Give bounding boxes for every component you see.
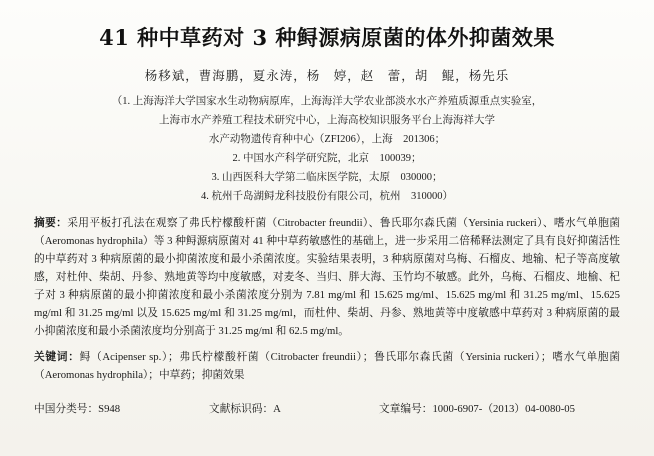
clc-value: S948 bbox=[98, 402, 121, 415]
author-list bbox=[34, 66, 620, 84]
affiliation-line: 3. 山西医科大学第二临床医学院，太原 030000； bbox=[211, 172, 443, 183]
keywords-label: 关键词： bbox=[34, 350, 80, 363]
clc-label: 中国分类号： bbox=[34, 402, 99, 415]
footer-meta bbox=[34, 399, 620, 416]
page-title: 41 种中草药对 3 种鲟源病原菌的体外抑菌效果 bbox=[99, 25, 555, 50]
abstract-text: 采用平板打孔法在观察了弗氏柠檬酸杆菌（Citrobacter freundii）、鲁氏耶尔森氏菌（Yersinia ruckeri）、嗜水气单胞菌（Aeromonas hydrophila）等 3 种鲟源病原菌对 41 种中草药敏感性的基础上，进一步采用二倍稀释法测定了具有良好抑菌活性的中草药对 3 种病原菌的最小抑菌浓度和最小杀菌浓度。实验结果表明，3 种病原菌对乌梅、石榴皮、地输、杞子等高度敏感，对杜仲、柴胡、丹参、熟地黄等均中度敏感，对麦冬、当归、胖大海、玉竹均不敏感。此外，乌梅、石榴皮、地榆、杞子对 3 种病原菌的最小抑菌浓度和最小杀菌浓度分别为 7.81 mg/ml 和 15.625 mg/ml、15.625 mg/ml 和 31.25 mg/ml、15.625 mg/ml 和 31.25 mg/ml 以及 15.625 mg/ml 和 31.25 mg/ml，而杜仲、柴胡、丹参、熟地黄等中度敏感中草药对 3 种病原菌的最小抑菌浓度和最小杀菌浓度均分别高于 31.25 mg/ml 和 62.5 mg/ml。 bbox=[34, 217, 620, 337]
keywords bbox=[34, 349, 620, 385]
affiliation-line: 水产动物遗传育种中心（ZFI206），上海 201306； bbox=[208, 134, 446, 145]
article-number-label: 文章编号： bbox=[379, 402, 433, 415]
affiliation-line: 上海市水产养殖工程技术研究中心，上海高校知识服务平台上海海祥大学 bbox=[159, 115, 495, 126]
abstract-label: 摘要： bbox=[34, 217, 68, 229]
affiliation-block bbox=[34, 93, 620, 205]
clc-number bbox=[34, 401, 209, 416]
affiliation-line: 4. 杭州千岛湖鲟龙科技股份有限公司，杭州 310000） bbox=[201, 191, 453, 202]
article-number bbox=[379, 401, 620, 416]
keywords-text: 鲟（Acipenser sp.）；弗氏柠檬酸杆菌（Citrobacter freundii）；鲁氏耶尔森氏菌（Yersinia ruckeri）；嗜水气单胞菌（Aeromonas hydrophila）；中草药；抑菌效果 bbox=[34, 350, 620, 381]
document-code-value: A bbox=[273, 402, 281, 415]
affiliation-line: （1. 上海海洋大学国家水生动物病原库，上海海洋大学农业部淡水水产养殖质源重点实验室， bbox=[111, 96, 543, 107]
affiliation-line: 2. 中国水产科学研究院，北京 100039； bbox=[232, 153, 422, 164]
document-code-label: 文献标识码： bbox=[209, 402, 274, 415]
article-number-value: 1000-6907-（2013）04-0080-05 bbox=[432, 402, 575, 415]
author-names: 杨移斌，曹海鹏，夏永涛，杨 婷，赵 蕾，胡 鲲，杨先乐 bbox=[144, 69, 510, 83]
document-code bbox=[209, 401, 379, 416]
abstract bbox=[34, 215, 620, 341]
